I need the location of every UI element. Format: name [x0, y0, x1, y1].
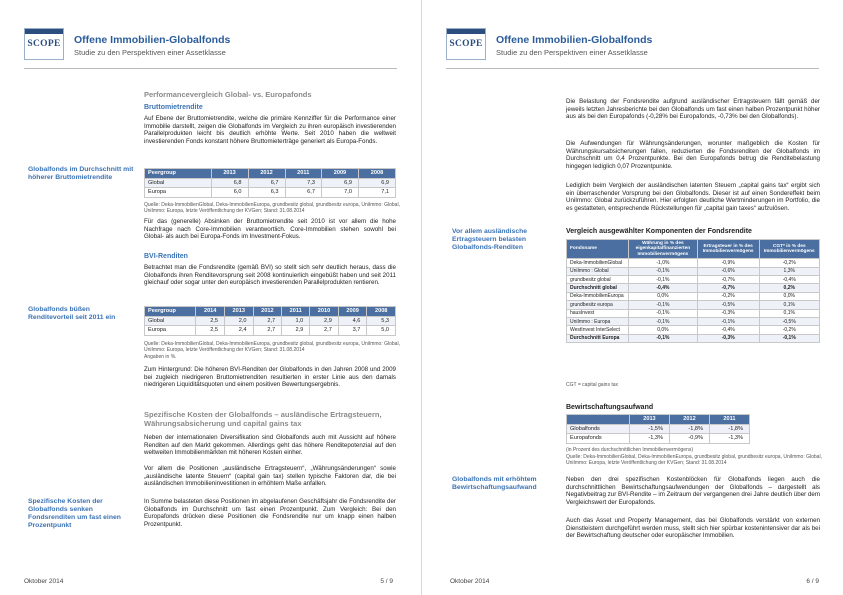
table-cell: UniImmo : Global — [567, 267, 629, 275]
page-header — [446, 26, 826, 62]
table-unit-note: Angaben in %. — [144, 354, 177, 360]
table-header-cell: 2011 — [285, 169, 321, 179]
table-fondsrendite-komponenten — [566, 239, 820, 343]
table-cell: -0,7% — [697, 276, 759, 284]
table-cell: -0,1% — [629, 334, 698, 342]
table-row — [145, 188, 396, 198]
table-cell: -0,4% — [629, 284, 698, 292]
table-cell: 6,7 — [248, 178, 285, 188]
table-cell: 2,7 — [253, 316, 282, 326]
table-cell: -0,1% — [629, 309, 698, 317]
table-title: Vergleich ausgewählter Komponenten der Fondsrendite — [566, 228, 752, 235]
table-cell: 7,0 — [321, 188, 358, 198]
table-row — [145, 326, 396, 336]
paragraph: Betrachtet man die Fondsrendite (gemäß BVI) so stellt sich sehr deutlich heraus, dass die Globalfonds ihren Renditevorsprung seit 2008 kontinuierlich eingebüßt haben und seit 2011 gleichauf oder sogar unter den europäisch investierenden Parallelprodukten rentieren. — [144, 264, 396, 287]
table-cell: -0,4% — [759, 276, 819, 284]
paragraph: Zum Hintergrund: Die höheren BVI-Renditen der Globalfonds in den Jahren 2008 und 2009 bei zugleich niedrigeren Bruttomietrenditen resultierten in erster Linie aus den damals niedrigeren Liquiditätsquoten und einem positiven Bewertungsergebnis. — [144, 366, 396, 389]
table-cell: -0,1% — [629, 301, 698, 309]
margin-note: Vor allem ausländische Ertragsteuern belasten Globalfonds-Renditen — [452, 228, 528, 251]
table-header-cell: 2012 — [669, 415, 709, 425]
table-cell: UniImmo : Europa — [567, 317, 629, 325]
table-footnote: CGT = capital gains tax — [566, 382, 619, 388]
table-cell: 4,6 — [338, 316, 367, 326]
page-left — [0, 0, 421, 595]
table-row — [145, 316, 396, 326]
table-cell: -0,1% — [629, 317, 698, 325]
table-cell: -0,3% — [697, 309, 759, 317]
margin-note: Globalfonds mit erhöhtem Bewirtschaftungsaufwand — [452, 476, 537, 491]
table-bvi-renditen — [144, 306, 396, 336]
table-cell: -0,2% — [759, 326, 819, 334]
table-header-cell: 2008 — [367, 307, 396, 317]
table-cell: 0,1% — [759, 301, 819, 309]
table-cell: 0,1% — [759, 309, 819, 317]
paragraph: Auf Ebene der Bruttomietrendite, welche die primäre Kennziffer für die Performance einer Immobilie darstellt, zeigen die Globalfonds im Vergleich zu ihren europäisch investierenden Parallelprodukten leicht bis deutlich erhöhte Werte. Seit 2010 haben die weltweit investierenden Fonds konstant höhere Bruttomieterträge generiert als Europa-Fonds. — [144, 115, 396, 145]
table-cell: 2,5 — [196, 326, 225, 336]
table-header-cell: 2014 — [196, 307, 225, 317]
table-cell: Deka-ImmobilienEuropa — [567, 292, 629, 300]
table-header-cell: Ertragsteuer in % des Immobilienvermögens — [697, 240, 759, 259]
table-header-cell: Fondsname — [567, 240, 629, 259]
page-number: 5 / 9 — [380, 578, 393, 585]
table-row — [567, 434, 750, 444]
paragraph: Die Belastung der Fondsrendite aufgrund ausländischer Ertragsteuern fällt gemäß der jeweils letzten Jahresberichte bei den Globalfonds um fast einen halben Prozentpunkt höher aus als bei den Europafonds (-0,28% bei Europafonds, -0,73% bei den Globalfonds). — [566, 98, 820, 121]
subheading-bruttomietrendite: Bruttomietrendite — [144, 104, 203, 111]
table-cell: 3,7 — [338, 326, 367, 336]
table-header-cell: 2009 — [338, 307, 367, 317]
footer-date: Oktober 2014 — [24, 578, 64, 585]
table-row — [567, 326, 820, 334]
table-header-cell: 2011 — [709, 415, 749, 425]
table-cell: 2,9 — [282, 326, 310, 336]
margin-note: Globalfonds im Durchschnitt mit höherer Bruttomietrendite — [28, 166, 134, 181]
table-cell: 1,0 — [282, 316, 310, 326]
table-cell: Europa — [145, 188, 212, 198]
table-cell: Europa — [145, 326, 196, 336]
table-cell: 6,8 — [211, 178, 248, 188]
table-cell: grundbesitz global — [567, 276, 629, 284]
table-cell: 6,7 — [285, 188, 321, 198]
table-header-row — [567, 415, 750, 425]
table-row — [567, 317, 820, 325]
table-title: Bewirtschaftungsaufwand — [566, 404, 654, 411]
table-cell: 2,9 — [310, 316, 339, 326]
table-cell: 7,1 — [358, 188, 395, 198]
header-subtitle: Studie zu den Perspektiven einer Assetklasse — [74, 48, 226, 57]
paragraph: Für das (generelle) Absinken der Bruttomietrendite seit 2010 ist vor allem die hohe Nachfrage nach Core-Immobilien verantwortlich. Core-Immobilien stehen sowohl bei Global- als auch bei Europa-Fonds im Investment-Fokus. — [144, 218, 396, 241]
table-cell: 0,0% — [759, 292, 819, 300]
table-cell: 6,9 — [321, 178, 358, 188]
table-cell: -1,3% — [629, 434, 669, 444]
table-cell: -1,8% — [709, 424, 749, 434]
table-cell: 0,0% — [629, 292, 698, 300]
table-row — [567, 284, 820, 292]
table-row — [567, 301, 820, 309]
table-cell: -0,2% — [759, 259, 819, 267]
table-cell: 2,4 — [224, 326, 253, 336]
table-cell: Europafonds — [567, 434, 630, 444]
table-cell: 2,7 — [253, 326, 282, 336]
table-row — [567, 259, 820, 267]
table-source: Quelle: Deka-ImmobilienGlobal, Deka-ImmobilienEuropa, grundbesitz global, grundbesitz europa, UniImmo: Global, UniImmo: Europa, letzte Veröffentlichung der KVGen; Stand: 31.08.2014 — [144, 341, 400, 353]
table-header-cell: 2013 — [224, 307, 253, 317]
page-number: 6 / 9 — [806, 578, 819, 585]
page-header — [24, 26, 404, 62]
table-cell: -1,8% — [669, 424, 709, 434]
table-note: (in Prozent des durchschnittlichen Immobilienvermögens) — [566, 447, 694, 453]
margin-note: Spezifische Kosten der Globalfonds senken Fondsrenditen um fast einen Prozentpunkt — [28, 498, 121, 529]
table-header-row — [145, 169, 396, 179]
table-header-cell: 2013 — [211, 169, 248, 179]
table-row — [567, 267, 820, 275]
table-cell: -0,5% — [759, 317, 819, 325]
table-cell: -0,5% — [697, 301, 759, 309]
table-cell: -0,2% — [697, 292, 759, 300]
table-header-cell: 2012 — [248, 169, 285, 179]
paragraph: In Summe belasteten diese Positionen im abgelaufenen Geschäftsjahr die Fondsrendite der Globalfonds im Durchschnitt um fast einen Prozentpunkt. Zum Vergleich: Bei den Europafonds drücken diese Positionen die Fondsrendite nur um knapp einen halben Prozentpunkt. — [144, 498, 396, 528]
table-cell: -0,1% — [759, 334, 819, 342]
table-cell: Durchschnitt global — [567, 284, 629, 292]
table-header-cell: Peergroup — [145, 169, 212, 179]
table-row — [567, 424, 750, 434]
table-cell: -0,1% — [629, 276, 698, 284]
table-cell: -1,5% — [629, 424, 669, 434]
table-source: Quelle: Deka-ImmobilienGlobal, Deka-ImmobilienEuropa, grundbesitz global, grundbesitz europa, UniImmo: Global, UniImmo: Europa, letzte Veröffentlichung der KVGen; Stand: 31.08.2014 — [144, 202, 400, 214]
table-cell: -0,6% — [697, 267, 759, 275]
header-divider — [24, 68, 397, 69]
table-header-cell: Peergroup — [145, 307, 196, 317]
table-header-cell: Währung in % des eigenkapitalfinanzierten Immobilienvermögens — [629, 240, 698, 259]
table-row — [567, 309, 820, 317]
table-header-cell: CGT* in % des Immobilienvermögens — [759, 240, 819, 259]
table-cell: 2,7 — [310, 326, 339, 336]
paragraph: Lediglich beim Vergleich der ausländischen latenten Steuern „capital gains tax“ ergibt sich ein überraschender Vorsprung bei den Globalfonds. Dieser ist auf einen Sondereffekt beim UniImmo: Global zurückzuführen. Hier erfolgten deutliche Wertminderungen im Portfolio, die es gestatteten, entsprechende Rückstellungen für „capital gain taxes“ aufzulösen. — [566, 182, 820, 212]
table-cell: WestInvest InterSelect — [567, 326, 629, 334]
subheading-bvi-renditen: BVI-Renditen — [144, 253, 188, 260]
table-cell: Deka-ImmobilienGlobal — [567, 259, 629, 267]
paragraph: Die Aufwendungen für Währungsänderungen, worunter maßgeblich die Kosten für Währungskursabsicherungen fallen, reduzierten die Fondsrenditen der Globalfonds im Durchschnitt um 0,4 Prozentpunkte. Bei den Europafonds betrug die Renditebelastung hingegen lediglich 0,07 Prozentpunkte. — [566, 140, 820, 170]
table-source: Quelle: Deka-ImmobilienGlobal, Deka-ImmobilienEuropa, grundbesitz global, grundbesitz europa, UniImmo: Global, UniImmo: Europa, letzte Veröffentlichung der KVGen; Stand: 31.08.2014 — [566, 454, 822, 466]
table-cell: 5,0 — [367, 326, 396, 336]
table-cell: 0,2% — [759, 284, 819, 292]
table-cell: 2,0 — [224, 316, 253, 326]
table-row — [567, 292, 820, 300]
table-header-row — [145, 307, 396, 317]
table-bruttomietrendite — [144, 168, 396, 198]
table-header-cell: 2010 — [310, 307, 339, 317]
paragraph: Vor allem die Positionen „ausländische Ertragsteuern“, „Währungsänderungen“ sowie „ausländische latente Steuern“ (capital gain tax) stellen typische Faktoren dar, die bei ausländischen Immobilieninvestitionen in erhöhtem Maße anfallen. — [144, 465, 396, 488]
margin-note: Globalfonds büßen Renditevorteil seit 2011 ein — [28, 306, 116, 321]
table-header-cell: 2011 — [282, 307, 310, 317]
table-header-row — [567, 240, 820, 259]
table-cell: Global — [145, 178, 212, 188]
table-cell: Durchschnitt Europa — [567, 334, 629, 342]
table-header-cell: 2008 — [358, 169, 395, 179]
table-row — [567, 334, 820, 342]
table-cell: 1,3% — [759, 267, 819, 275]
table-cell: -0,7% — [697, 284, 759, 292]
table-row — [567, 276, 820, 284]
header-subtitle: Studie zu den Perspektiven einer Assetklasse — [496, 48, 648, 57]
table-header-cell — [567, 415, 630, 425]
table-header-cell: 2009 — [321, 169, 358, 179]
table-header-cell: 2013 — [629, 415, 669, 425]
table-cell: 7,3 — [285, 178, 321, 188]
table-cell: 6,0 — [211, 188, 248, 198]
table-cell: -0,4% — [697, 326, 759, 334]
table-cell: -0,1% — [697, 317, 759, 325]
header-divider — [446, 68, 819, 69]
table-cell: -1,3% — [709, 434, 749, 444]
table-cell: 2,5 — [196, 316, 225, 326]
section-title: Spezifische Kosten der Globalfonds – ausländische Ertragsteuern, Währungsabsicherung und capital gains tax — [144, 410, 382, 428]
table-row — [145, 178, 396, 188]
table-cell: -0,9% — [697, 259, 759, 267]
table-cell: Global — [145, 316, 196, 326]
scope-logo: SCOPE — [24, 28, 64, 60]
table-cell: 6,3 — [248, 188, 285, 198]
table-header-cell: 2012 — [253, 307, 282, 317]
table-cell: 0,0% — [629, 326, 698, 334]
header-title: Offene Immobilien-Globalfonds — [496, 34, 653, 46]
header-title: Offene Immobilien-Globalfonds — [74, 34, 231, 46]
scope-logo: SCOPE — [446, 28, 486, 60]
table-cell: -0,9% — [669, 434, 709, 444]
table-cell: -0,1% — [629, 267, 698, 275]
paragraph: Neben der internationalen Diversifikation sind Globalfonds auch mit Aussicht auf höhere Renditen auf den Markt gekommen. Allerdings geht das höhere Renditepotenzial auf den weltweiten Immobilienmärkten mit höheren Kosten einher. — [144, 434, 396, 457]
table-cell: 6,9 — [358, 178, 395, 188]
paragraph: Auch das Asset und Property Management, das bei Globalfonds verstärkt von externen Dienstleistern durchgeführt werden muss, stellt sich hier spürbar kostenintensiver dar als bei der Bewirtschaftung deutscher oder europäischer Immobilien. — [566, 517, 820, 540]
table-bewirtschaftungsaufwand — [566, 414, 750, 444]
section-title: Performancevergleich Global- vs. Europafonds — [144, 90, 312, 99]
table-cell: -1,0% — [629, 259, 698, 267]
table-cell: hausInvest — [567, 309, 629, 317]
page-right — [422, 0, 843, 595]
table-cell: Globalfonds — [567, 424, 630, 434]
table-cell: -0,3% — [697, 334, 759, 342]
paragraph: Neben den drei spezifischen Kostenblöcken für Globalfonds liegen auch die durchschnittlichen Bewirtschaftungsaufwendungen der Globalfonds – dargestellt als Negativbeitrag zur BVI-Rendite – im Zeitraum der vergangenen drei Jahre deutlich über dem Vergleichswert der Europafonds. — [566, 476, 820, 506]
table-cell: 5,3 — [367, 316, 396, 326]
footer-date: Oktober 2014 — [450, 578, 490, 585]
table-cell: grundbesitz europa — [567, 301, 629, 309]
